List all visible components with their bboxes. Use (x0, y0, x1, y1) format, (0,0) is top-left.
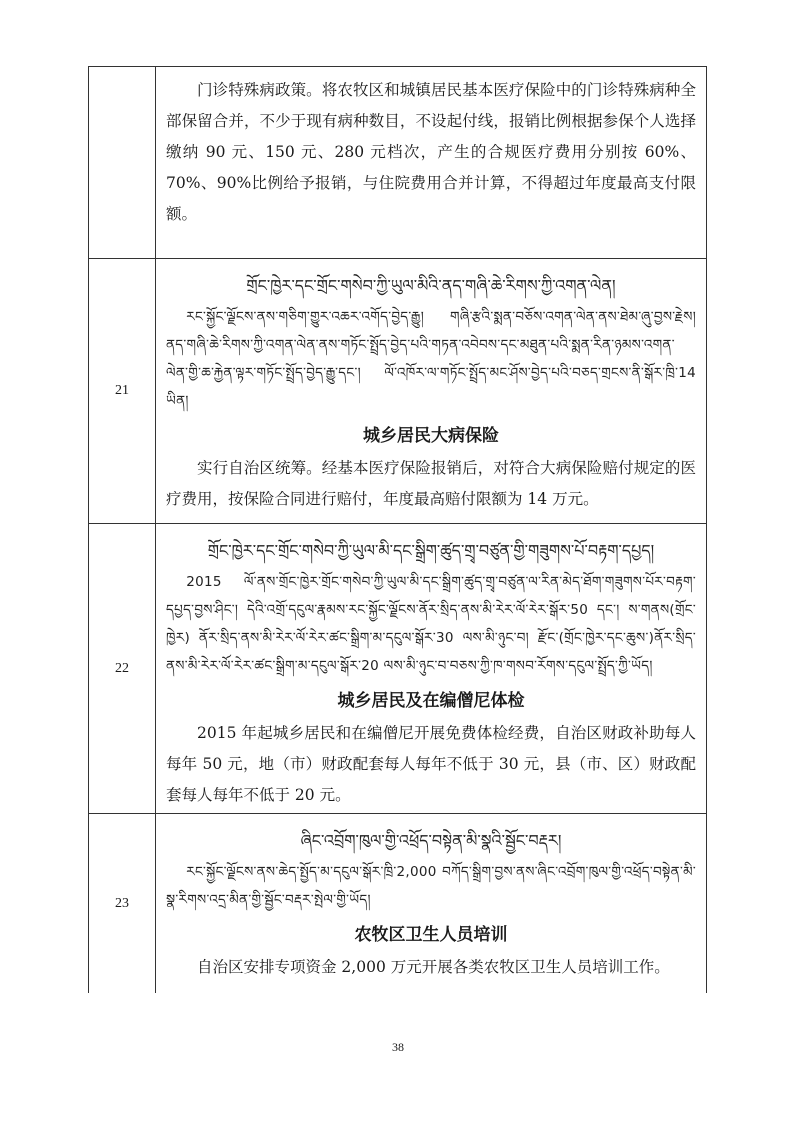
row-number: 21 (88, 259, 156, 523)
tibetan-title: གྲོང་ཁྱེར་དང་གྲོང་གསེབ་ཀྱི་ཡུལ་མི་དང་སྒྲིག་ཚུད་གྲྭ་བཙུན་གྱི་གཟུགས་པོ་བརྟག་དཔྱད། (207, 541, 655, 560)
cn-title: 城乡居民大病保险 (363, 426, 499, 446)
table-row (88, 814, 707, 993)
cn-body: 自治区安排专项资金 2,000 万元开展各类农牧区卫生人员培训工作。 (197, 958, 670, 976)
table-row (88, 259, 707, 524)
row-content (156, 67, 707, 258)
table-row (88, 524, 707, 814)
row-number: 22 (88, 524, 156, 813)
page-number: 38 (392, 1040, 404, 1054)
policy-table (88, 66, 707, 993)
tibetan-body: 2015 ལོ་ནས་གྲོང་ཁྱེར་གྲོང་གསེབ་ཀྱི་ཡུལ་མི་དང་སྒྲིག་ཚུད་གྲྭ་བཙུན་ལ་རིན་མེད་ཐོག་གཟུགས་པོར་བརྟག་དཔྱད་བྱས་ཤིང་། དེའི་འགྲོ་དངུལ་རྣམས་རང་སྐྱོང་ལྗོངས་ནོར་སྲིད་ནས་མི་རེར་ལོ་རེར་སྒོར་50 དང་། ས་གནས(གྲོང་ཁྱེར) ནོར་སྲིད་ནས་མི་རེར་ལོ་རེར་ཚང་སྒྲིག་མ་དངུལ་སྒོར་30 ལས་མི་ཉུང་བ། རྫོང་(གྲོང་ཁྱེར་དང་ཆུས་)ནོར་སྲིད་ནས་མི་རེར་ལོ་རེར་ཚང་སྒྲིག་མ་དངུལ་སྒོར་20 ལས་མི་ཉུང་བ་བཅས་ཀྱི་ཁ་གསབ་རོགས་དངུལ་སྤྲོད་ཀྱི་ཡོད། (166, 574, 696, 674)
tibetan-body: རང་སྐྱོང་ལྗོངས་ནས་གཅིག་གྱུར་འཆར་འགོད་བྱེད་རྒྱུ། གཞི་རྩའི་སྨན་བཅོས་འགན་ལེན་ནས་ཐེམ་ཞུ་བྱས་རྗེས། ནད་གཞི་ཆེ་རིགས་ཀྱི་འགན་ལེན་ནས་གཏོང་སྤྲོད་བྱེད་པའི་གཏན་འབེབས་དང་མཐུན་པའི་སྨན་རིན་ཉམས་འགན་ལེན་གྱི་ཆ་རྐྱེན་ལྟར་གཏོང་སྤྲོད་བྱེད་རྒྱུ་དང་། ལོ་འཁོར་ལ་གཏོང་སྤྲོད་མང་ཤོས་བྱེད་པའི་བཅད་གྲངས་ནི་སྒོར་ཁྲི་14 ཡིན། (166, 309, 696, 409)
tibetan-body: རང་སྐྱོང་ལྗོངས་ནས་ཆེད་སྤྱོད་མ་དངུལ་སྒོར་ཁྲི་2,000 བཀོད་སྒྲིག་བྱས་ནས་ཞིང་འབྲོག་ཁུལ་གྱི་འཕྲོད་བསྟེན་མི་སྣ་རིགས་འདྲ་མིན་གྱི་སྦྱོང་བརྡར་སྤེལ་གྱི་ཡོད། (166, 864, 696, 908)
row-number: 23 (88, 814, 156, 993)
tibetan-title: ཞིང་འབྲོག་ཁུལ་གྱི་འཕྲོད་བསྟེན་མི་སྣའི་སྦྱོང་བརྡར། (300, 831, 562, 850)
row-content (156, 814, 707, 993)
cn-title: 城乡居民及在编僧尼体检 (337, 691, 525, 711)
row-content (156, 524, 707, 813)
row-number (88, 67, 156, 258)
table-row (88, 67, 707, 259)
cn-body: 实行自治区统筹。经基本医疗保险报销后，对符合大病保险赔付规定的医疗费用，按保险合同进行赔付，年度最高赔付限额为 14 万元。 (166, 459, 696, 508)
cn-title: 农牧区卫生人员培训 (354, 925, 508, 945)
cn-body: 门诊特殊病政策。将农牧区和城镇居民基本医疗保险中的门诊特殊病种全部保留合并，不少于现有病种数目，不设起付线，报销比例根据参保个人选择缴纳 90 元、150 元、280 元档次，产生的合规医疗费用分别按 60%、70%、90%比例给予报销，与住院费用合并计算，不得超过年度最高支付限额。 (166, 81, 696, 223)
row-content (156, 259, 707, 523)
cn-body: 2015 年起城乡居民和在编僧尼开展免费体检经费，自治区财政补助每人每年 50 元，地（市）财政配套每人每年不低于 30 元，县（市、区）财政配套每人每年不低于 20 元。 (166, 724, 696, 804)
tibetan-title: གྲོང་ཁྱེར་དང་གྲོང་གསེབ་ཀྱི་ཡུལ་མིའི་ནད་གཞི་ཆེ་རིགས་ཀྱི་འགན་ལེན། (246, 276, 616, 295)
